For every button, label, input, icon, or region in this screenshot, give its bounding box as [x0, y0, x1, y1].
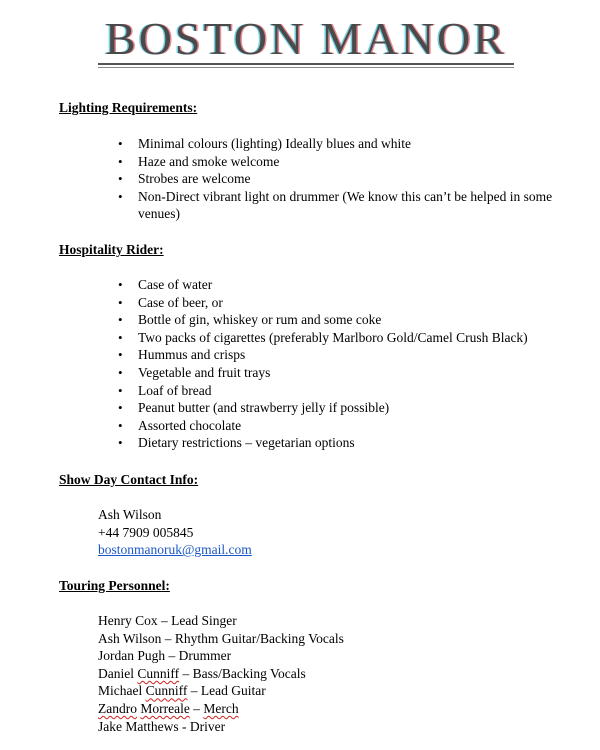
- band-logo: [96, 10, 516, 70]
- list-item: Ash Wilson – Rhythm Guitar/Backing Vocals: [98, 630, 344, 646]
- spellcheck-word: Merch: [203, 700, 239, 716]
- bullet-icon: •: [118, 435, 123, 451]
- hospitality-heading: Hospitality Rider:: [59, 242, 164, 257]
- spellcheck-word: Cunniff: [145, 683, 188, 699]
- lighting-heading: Lighting Requirements:: [59, 100, 198, 115]
- spellcheck-word: Zandro: [98, 700, 137, 716]
- list-item: Zandro Morreale – Merch: [98, 700, 239, 716]
- bullet-icon: •: [118, 136, 123, 151]
- band-logo-text: BOSTON MANOR: [105, 13, 507, 64]
- spellcheck-word: Cunniff: [137, 665, 180, 681]
- personnel-heading: Touring Personnel:: [59, 578, 170, 593]
- list-item: • Dietary restrictions – vegetarian options: [118, 435, 355, 451]
- bullet-icon: •: [118, 364, 123, 380]
- list-item: • Peanut butter (and strawberry jelly if possible): [118, 400, 390, 416]
- contact-phone: +44 7909 005845: [98, 524, 194, 540]
- bullet-icon: •: [118, 417, 123, 433]
- contact-email-link[interactable]: bostonmanoruk@gmail.com: [98, 542, 252, 558]
- contact-heading: Show Day Contact Info:: [59, 472, 199, 487]
- hospitality-list: [118, 276, 558, 452]
- bullet-icon: •: [118, 329, 123, 345]
- personnel-list: [98, 612, 344, 735]
- list-item: • Loaf of bread: [118, 382, 212, 398]
- bullet-icon: •: [118, 153, 123, 169]
- bullet-icon: •: [118, 312, 123, 328]
- list-item: Jordan Pugh – Drummer: [98, 648, 232, 664]
- list-item: • Non-Direct vibrant light on drummer (We know this can’t be helped in some venues): [118, 188, 553, 222]
- list-item: • Hummus and crisps: [118, 347, 246, 363]
- bullet-icon: •: [118, 188, 123, 204]
- list-item: Michael Cunniff – Lead Guitar: [98, 683, 266, 699]
- list-item: • Haze and smoke welcome: [118, 153, 280, 169]
- list-item: • Assorted chocolate: [118, 417, 242, 433]
- list-item: Daniel Cunniff – Bass/Backing Vocals: [98, 665, 306, 681]
- contact-name: Ash Wilson: [98, 507, 162, 522]
- bullet-icon: •: [118, 277, 123, 292]
- logo-underline: [98, 63, 514, 65]
- bullet-icon: •: [118, 294, 123, 310]
- contact-block: [98, 506, 252, 559]
- list-item: • Minimal colours (lighting) Ideally blues and white: [118, 136, 411, 151]
- list-item: • Strobes are welcome: [118, 171, 251, 187]
- list-item: Jake Matthews - Driver: [98, 718, 226, 734]
- list-item: Henry Cox – Lead Singer: [98, 613, 237, 628]
- bullet-icon: •: [118, 400, 123, 416]
- logo-underline-thin: [98, 67, 514, 68]
- list-item: • Case of water: [118, 277, 213, 292]
- bullet-icon: •: [118, 171, 123, 187]
- list-item: • Case of beer, or: [118, 294, 223, 310]
- list-item: • Two packs of cigarettes (preferably Marlboro Gold/Camel Crush Black): [118, 329, 528, 345]
- list-item: • Bottle of gin, whiskey or rum and some coke: [118, 312, 382, 328]
- list-item: • Vegetable and fruit trays: [118, 364, 271, 380]
- lighting-list: [118, 135, 558, 223]
- bullet-icon: •: [118, 382, 123, 398]
- bullet-icon: •: [118, 347, 123, 363]
- spellcheck-word: Morreale: [140, 700, 190, 716]
